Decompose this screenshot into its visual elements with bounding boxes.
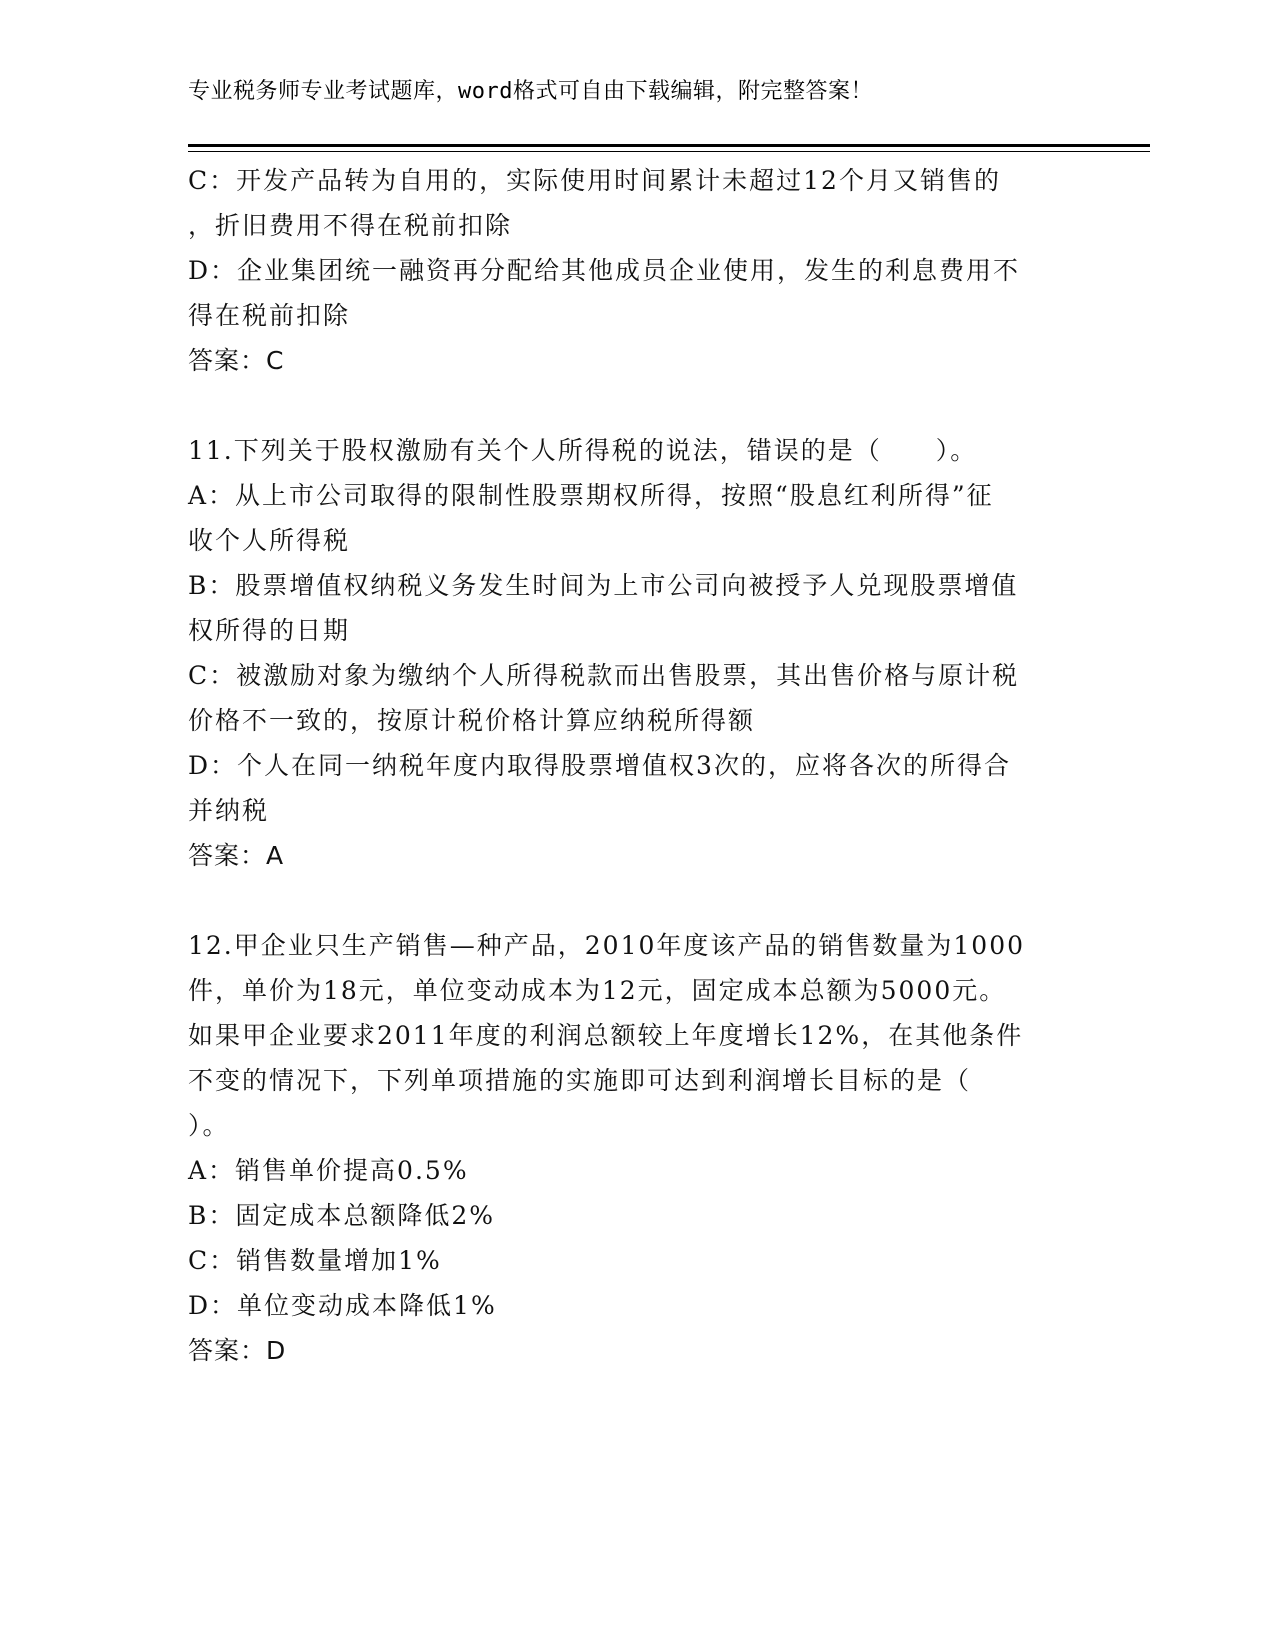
option-c-line-1: C：开发产品转为自用的，实际使用时间累计未超过12个月又销售的: [188, 166, 1001, 195]
option-b-line-1: B：股票增值权纳税义务发生时间为上市公司向被授予人兑现股票增值: [188, 571, 1019, 600]
question-stem-line-1: 12.甲企业只生产销售—种产品，2010年度该产品的销售数量为1000: [188, 931, 1026, 960]
question-stem-line-5: ）。: [188, 1111, 230, 1140]
option-a: A：销售单价提高0.5%: [188, 1156, 469, 1185]
option-d-line-2: 得在税前扣除: [188, 301, 351, 330]
option-b-line-2: 权所得的日期: [188, 616, 351, 645]
option-c-line-1: C：被激励对象为缴纳个人所得税款而出售股票，其出售价格与原计税: [188, 661, 1020, 690]
option-c-line-2: 价格不一致的，按原计税价格计算应纳税所得额: [188, 706, 756, 735]
header-rule-thick: [188, 144, 1150, 147]
page-header: 专业税务师专业考试题库，word格式可自由下载编辑，附完整答案！: [188, 79, 873, 104]
option-b: B：固定成本总额降低2%: [188, 1201, 496, 1230]
header-rule-thin: [188, 151, 1150, 152]
question-stem: 11.下列关于股权激励有关个人所得税的说法，错误的是（ ）。: [188, 436, 978, 465]
question-11: [188, 428, 1068, 878]
option-d: D：单位变动成本降低1%: [188, 1291, 497, 1320]
answer: 答案：A: [188, 841, 285, 870]
answer: 答案：D: [188, 1336, 287, 1365]
option-a-line-2: 收个人所得税: [188, 526, 351, 555]
question-stem-line-3: 如果甲企业要求2011年度的利润总额较上年度增长12%，在其他条件: [188, 1021, 1024, 1050]
question-12: [188, 923, 1068, 1373]
answer: 答案：C: [188, 346, 285, 375]
option-a-line-1: A：从上市公司取得的限制性股票期权所得，按照“股息红利所得”征: [188, 481, 994, 510]
option-d-line-1: D：企业集团统一融资再分配给其他成员企业使用，发生的利息费用不: [188, 256, 1021, 285]
option-d-line-2: 并纳税: [188, 796, 270, 825]
option-c-line-2: ，折旧费用不得在税前扣除: [188, 211, 513, 240]
prev-question: [188, 158, 1068, 383]
question-stem-line-2: 件，单价为18元，单位变动成本为12元，固定成本总额为5000元。: [188, 976, 1007, 1005]
option-c: C：销售数量增加1%: [188, 1246, 442, 1275]
option-d-line-1: D：个人在同一纳税年度内取得股票增值权3次的，应将各次的所得合: [188, 751, 1011, 780]
question-content: [188, 158, 1068, 1373]
question-stem-line-4: 不变的情况下，下列单项措施的实施即可达到利润增长目标的是（: [188, 1066, 972, 1095]
